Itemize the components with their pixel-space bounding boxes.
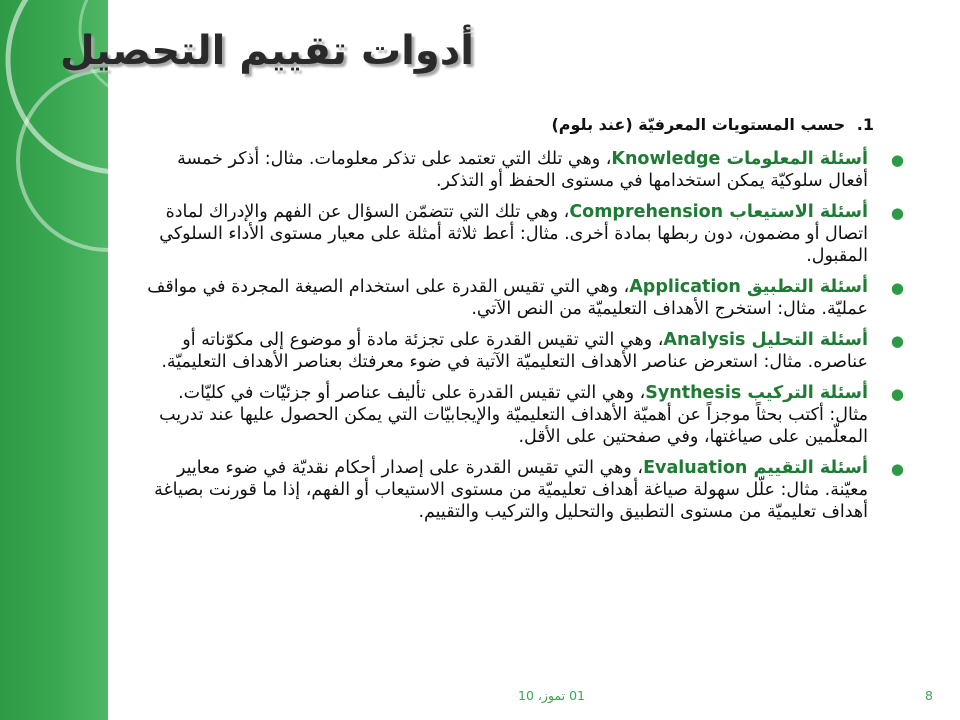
list-item-comprehension bbox=[140, 201, 904, 267]
bullet-icon: ● bbox=[890, 460, 904, 478]
list-item-synthesis bbox=[140, 382, 904, 448]
page-number: 8 bbox=[925, 688, 933, 703]
footer-date: 01 تموز، 10 bbox=[518, 688, 585, 703]
subheading-number: 1. bbox=[856, 115, 874, 134]
item-term: أسئلة التحليل Analysis bbox=[663, 330, 868, 350]
item-term: أسئلة التركيب Synthesis bbox=[645, 383, 868, 403]
green-sidebar bbox=[0, 0, 108, 720]
list-item-evaluation bbox=[140, 457, 904, 523]
item-term: أسئلة المعلومات Knowledge bbox=[611, 149, 868, 169]
item-term: أسئلة التطبيق Application bbox=[629, 277, 868, 297]
item-term: أسئلة التقييم Evaluation bbox=[643, 458, 868, 478]
subheading bbox=[551, 115, 874, 134]
item-text: ، وهي التي تقيس القدرة على تجزئة مادة أو موضوع إلى مكوّناته أو عناصره. مثال: استعرض عناصر الأهداف التعليميّة الآتية في ضوء معرفتك بعناصر الأهداف التعليميّة. bbox=[161, 330, 868, 372]
item-text: ، وهي التي تقيس القدرة على استخدام الصيغة المجردة في مواقف عمليّة. مثال: استخرج الأهداف التعليميّة من النص الآتي. bbox=[147, 277, 868, 319]
bullet-icon: ● bbox=[890, 279, 904, 297]
list-item-analysis bbox=[140, 329, 904, 373]
item-text: ، وهي تلك التي تعتمد على تذكر معلومات. مثال: أذكر خمسة أفعال سلوكيّة يمكن استخدامها في مستوى الحفظ أو التذكر. bbox=[177, 149, 868, 191]
list-item-application bbox=[140, 276, 904, 320]
bullet-icon: ● bbox=[890, 204, 904, 222]
item-term: أسئلة الاستيعاب Comprehension bbox=[569, 202, 868, 222]
slide-title: أدوات تقييم التحصيل bbox=[59, 28, 474, 74]
item-text: ، وهي التي تقيس القدرة على تأليف عناصر أو جزئيّات في كليّات. مثال: أكتب بحثاً موجزاً عن أهميّة الأهداف التعليميّة والإيجابيّات التي يمكن الحصول عليها عند تدريب المعلّمين على صياغتها، وفي صفحتين على الأقل. bbox=[159, 383, 868, 447]
item-text: ، وهي تلك التي تتضمّن السؤال عن الفهم والإدراك لمادة اتصال أو مضمون، دون ربطها بمادة أخرى. مثال: أعط ثلاثة أمثلة على معيار مستوى الأداء السلوكي المقبول. bbox=[159, 202, 868, 266]
bloom-levels-list bbox=[140, 148, 904, 532]
list-item-knowledge bbox=[140, 148, 904, 192]
bullet-icon: ● bbox=[890, 385, 904, 403]
item-text: ، وهي التي تقيس القدرة على إصدار أحكام نقديّة في ضوء معايير معيّنة. مثال: علّل سهولة صياغة أهداف تعليميّة من مستوى الاستيعاب أو الفهم، إذا ما قورنت بصياغة أهداف تعليميّة من مستوى التطبيق والتحليل والتركيب والتقييم. bbox=[154, 458, 868, 522]
bullet-icon: ● bbox=[890, 332, 904, 350]
subheading-text: حسب المستويات المعرفيّة (عند بلوم) bbox=[551, 115, 846, 134]
bullet-icon: ● bbox=[890, 151, 904, 169]
